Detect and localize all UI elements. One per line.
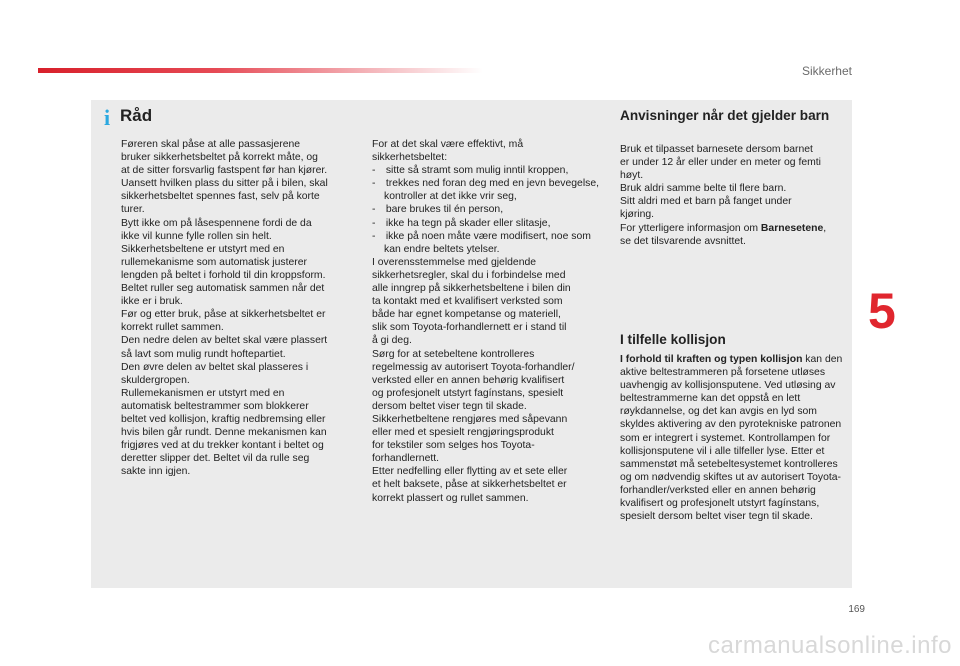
list-item: - sitte så stramt som mulig inntil kroppen, [372,165,569,177]
watermark: carmanualsonline.info [708,632,952,659]
kollisjon-text [620,353,846,523]
anvisninger-text-after: , se det tilsvarende avsnittet. [620,222,827,247]
section-title: Sikkerhet [801,64,852,78]
rad-col2-intro: For at det skal være effektivt, må sikkerhetsbeltet: [372,139,524,164]
rad-col2-rest: I overensstemmelse med gjeldende sikkerhetsregler, skal du i forbindelse med alle inngrep på sikkerhetsbeltene i bilen din ta kontakt med et kvalifisert verksted som både har egnet kompetanse og materiell, slik som Toyota-forhandlernett er i stand til å gi deg. Sørg for at setebeltene kontrolleres regelmessig av autorisert Toyota-forhandler/ verksted eller en annen behørig kvalifisert og profesjonelt utstyrt fagínstans, spesielt dersom beltet viser tegn til skade. Sikkerhetbeltene rengjøres med såpevann eller med et spesielt rengjøringsprodukt for tekstiler som selges hos Toyota- forhandlernett. Etter nedfelling eller flytting av et sete eller et helt baksete, påse at sikkerhetsbeltet er korrekt plassert og rullet sammen. [372,256,575,504]
list-item: - ikke ha tegn på skader eller slitasje, [372,217,551,229]
anvisninger-text [620,143,846,248]
rad-column-2 [372,138,600,505]
barneseter-reference: Barnesetene [760,222,824,234]
kollisjon-heading: I tilfelle kollisjon [620,332,726,347]
list-item: - bare brukes til én person, [372,204,504,216]
rad-heading: Råd [120,106,153,125]
chapter-number: 5 [868,283,896,339]
kollisjon-lead: I forhold til kraften og typen kollisjon [620,354,803,365]
rad-column-1: Føreren skal påse at alle passasjerene bruker sikkerhetsbeltet på korrekt måte, og at de sitter forsvarlig fastspent før han kjører. Uansett hvilken plass du sitter på i bilen, skal sikkerhetsbeltet spennes fast, selv på korte turer. Bytt ikke om på låsespennene fordi de da ikke vil kunne fylle rollen sin helt. Sikkerhetsbeltene er utstyrt med en rullemekanisme som automatisk justerer lengden på beltet i forhold til din kroppsform. Beltet ruller seg automatisk sammen når det ikke er i bruk. Før og etter bruk, påse at sikkerhetsbeltet er korrekt rullet sammen. Den nedre delen av beltet skal være plassert så lavt som mulig rundt hoftepartiet. Den øvre delen av beltet skal plasseres i skuldergropen. Rullemekanismen er utstyrt med en automatisk beltestrammer som blokkerer beltet ved kollisjon, kraftig nedbremsing eller hvis bilen går rundt. Denne mekanismen kan frigjøres ved at du trekker kontant i beltet og deretter slipper det. Beltet vil da rulle seg sakte inn igjen. [121,139,328,478]
list-item: - ikke på noen måte være modifisert, noe som kan endre beltets ytelser. [372,230,591,255]
header-accent-bar [38,68,483,73]
anvisninger-text-before: Bruk et tilpasset barnesete dersom barnet er under 12 år eller under en meter og femti høyt. Bruk aldri samme belte til flere barn. Sitt aldri med et barn på fanget under kjøring. For ytterligere informasjon om [620,144,821,234]
anvisninger-heading: Anvisninger når det gjelder barn [620,108,830,123]
kollisjon-body: kan den aktive beltestrammeren på forsetene utløses uavhengig av kollisjonsputene. Ved utløsing av beltestrammerne kan det oppstå en lett røykdannelse, og det kan avgis en lyd som skyldes aktivering av den pyrotekniske patronen som er integrert i systemet. Kontrollampen for kollisjonsputene vil i alle tilfeller lyse. Etter et sammenstøt må setebeltesystemet kontrolleres og om nødvendig skiftes ut av autorisert Toyota-forhandler/verksted eller en annen behørig kvalifisert og profesjonelt utstyrt fagínstans, spesielt dersom beltet viser tegn til skade. [620,354,843,523]
page-number: 169 [848,604,865,615]
info-icon: i [104,105,111,130]
list-item: - trekkes ned foran deg med en jevn bevegelse, kontroller at det ikke vrir seg, [372,178,599,203]
